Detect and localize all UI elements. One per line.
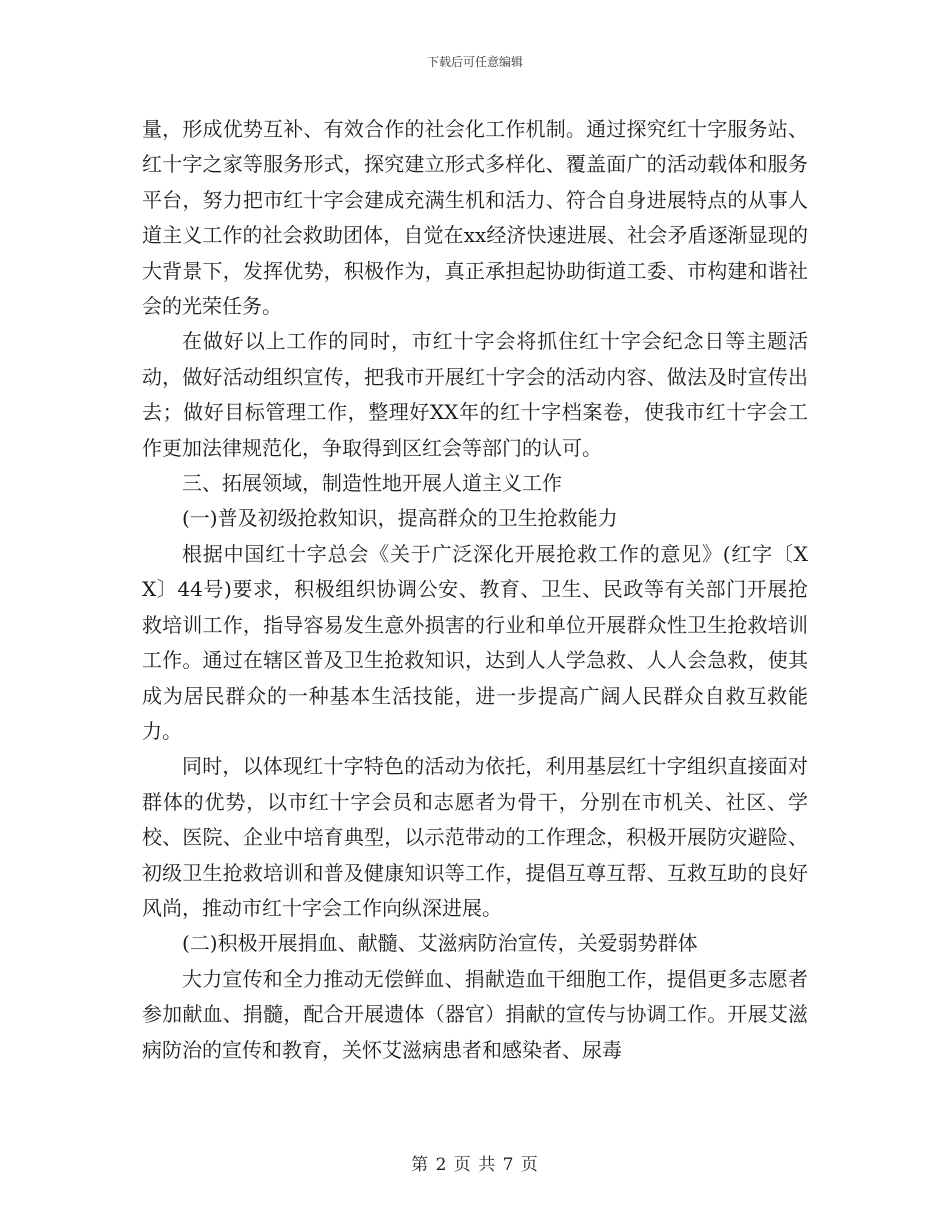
paragraph: 同时，以体现红十字特色的活动为依托，利用基层红十字组织直接面对群体的优势，以市红十字会员和志愿者为骨干，分别在市机关、社区、学校、医院、企业中培育典型，以示范带动的工作理念，积极开展防灾避险、初级卫生抢救培训和普及健康知识等工作，提倡互尊互帮、互救互助的良好风尚，推动市红十字会工作向纵深进展。	[142, 754, 808, 920]
paragraph: 大力宣传和全力推动无偿鲜血、捐献造血干细胞工作，提倡更多志愿者参加献血、捐髓，配合开展遗体（器官）捐献的宣传与协调工作。开展艾滋病防治的宣传和教育，关怀艾滋病患者和感染者、尿毒	[142, 966, 808, 1062]
section-heading: 三、拓展领域，制造性地开展人道主义工作	[182, 471, 562, 496]
paragraph: 量，形成优势互补、有效合作的社会化工作机制。通过探究红十字服务站、红十字之家等服务形式，探究建立形式多样化、覆盖面广的活动载体和服务平台，努力把市红十字会建成充满生机和活力、符合自身进展特点的从事人道主义工作的社会救助团体，自觉在xx经济快速进展、社会矛盾逐渐显现的大背景下，发挥优势，积极作为，真正承担起协助街道工委、市构建和谐社会的光荣任务。	[142, 117, 808, 319]
subsection-heading: (二)积极开展捐血、献髓、艾滋病防治宣传，关爱弱势群体	[182, 931, 698, 956]
paragraph: 在做好以上工作的同时，市红十字会将抓住红十字会纪念日等主题活动，做好活动组织宣传，把我市开展红十字会的活动内容、做法及时宣传出去；做好目标管理工作，整理好XX年的红十字档案卷，使我市红十字会工作更加法律规范化，争取得到区红会等部门的认可。	[142, 329, 808, 460]
paragraph: 根据中国红十字总会《关于广泛深化开展抢救工作的意见》(红字〔XX〕44号)要求，积极组织协调公安、教育、卫生、民政等有关部门开展抢救培训工作，指导容易发生意外损害的行业和单位开展群众性卫生抢救培训工作。通过在辖区普及卫生抢救知识，达到人人学急救、人人会急救，使其成为居民群众的一种基本生活技能，进一步提高广阔人民群众自救互救能力。	[142, 541, 808, 743]
subsection-heading: (一)普及初级抢救知识，提高群众的卫生抢救能力	[182, 506, 618, 531]
page-number: 第 2 页 共 7 页	[411, 1155, 539, 1175]
page-header-note: 下载后可任意编辑	[426, 55, 523, 69]
document-body	[142, 112, 808, 1068]
